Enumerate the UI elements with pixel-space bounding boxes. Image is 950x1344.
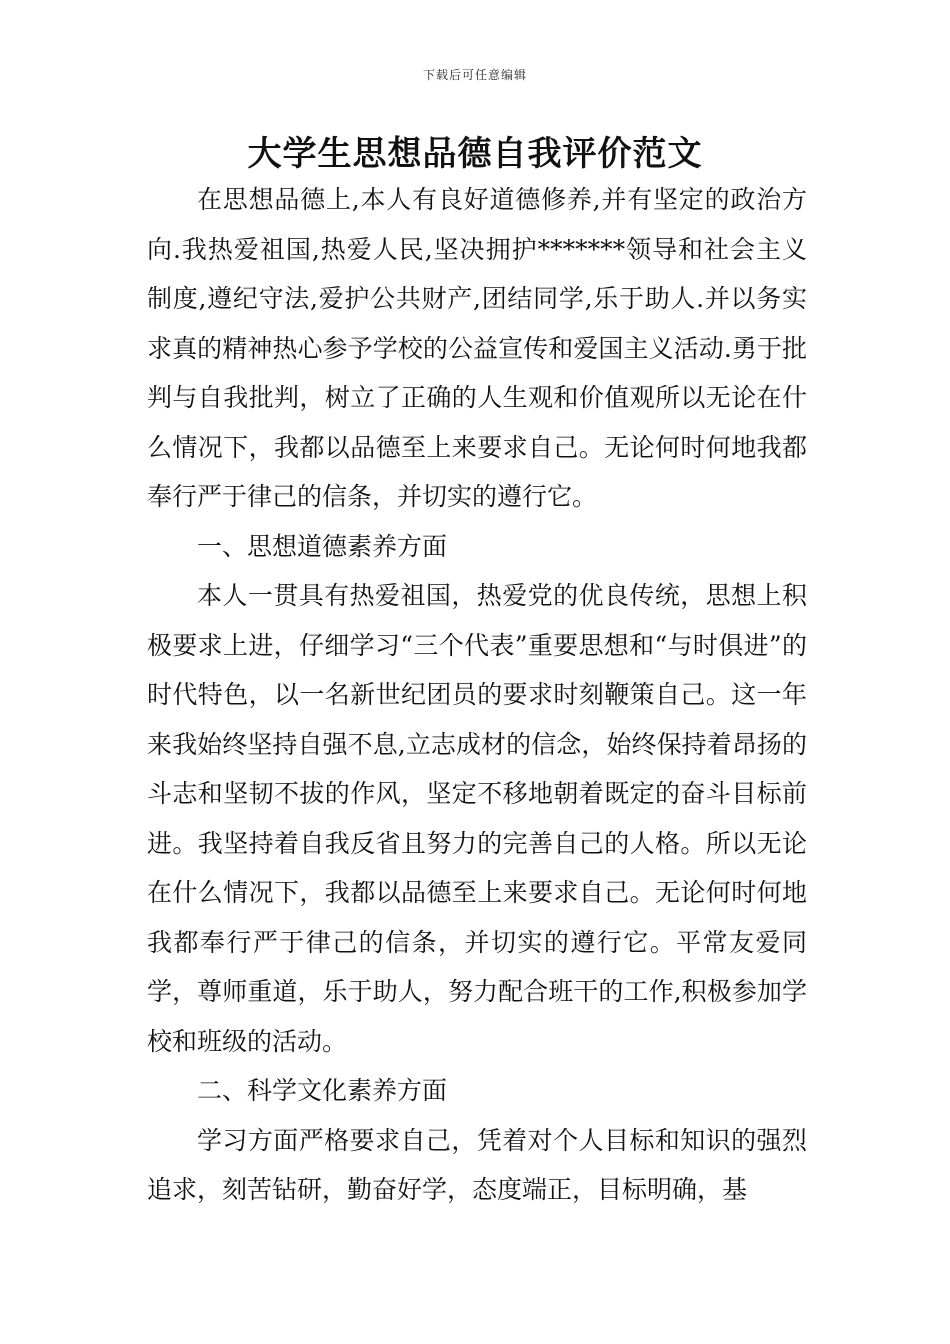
- document-body: [147, 175, 807, 1215]
- section-heading-science: 二、科学文化素养方面: [197, 1076, 448, 1105]
- document-title: 大学生思想品德自我评价范文: [247, 134, 703, 174]
- paragraph-intro: 在思想品德上,本人有良好道德修养,并有坚定的政治方向.我热爱祖国,热爱人民,坚决拥护*******领导和社会主义制度,遵纪守法,爱护公共财产,团结同学,乐于助人.并以务实求真的精神热心参予学校的公益宣传和爱国主义活动.勇于批判与自我批判，树立了正确的人生观和价值观所以无论在什么情况下，我都以品德至上来要求自己。无论何时何地我都奉行严于律己的信条，并切实的遵行它。: [147, 185, 807, 511]
- header-note: 下载后可任意编辑: [422, 68, 527, 82]
- paragraph-moral: 本人一贯具有热爱祖国，热爱党的优良传统，思想上积极要求上进，仔细学习“三个代表”重要思想和“与时俱进”的时代特色，以一名新世纪团员的要求时刻鞭策自己。这一年来我始终坚持自强不息,立志成材的信念，始终保持着昂扬的斗志和坚韧不拔的作风，坚定不移地朝着既定的奋斗目标前进。我坚持着自我反省且努力的完善自己的人格。所以无论在什么情况下，我都以品德至上来要求自己。无论何时何地我都奉行严于律己的信条，并切实的遵行它。平常友爱同学，尊师重道，乐于助人，努力配合班干的工作,积极参加学校和班级的活动。: [147, 581, 807, 1056]
- section-heading-moral: 一、思想道德素养方面: [197, 531, 448, 561]
- paragraph-science: 学习方面严格要求自己，凭着对个人目标和知识的强烈追求，刻苦钻研，勤奋好学，态度端正，目标明确，基: [147, 1125, 807, 1204]
